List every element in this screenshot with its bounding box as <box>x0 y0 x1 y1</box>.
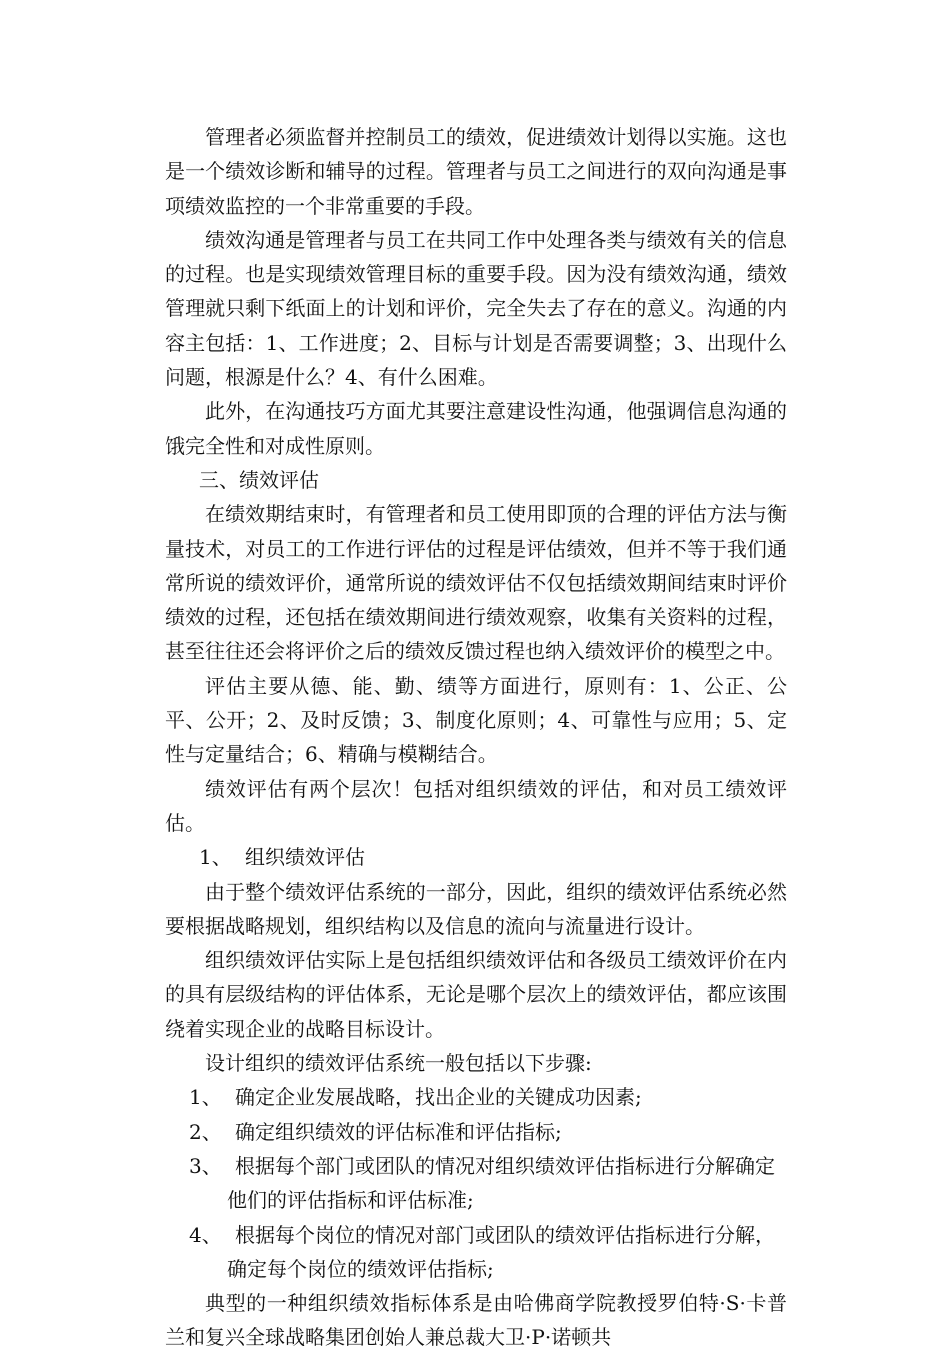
section-heading-performance-evaluation: 三、绩效评估 <box>199 467 319 492</box>
list-item <box>165 1115 787 1149</box>
subheading-number: 1、 <box>199 845 232 870</box>
document-body <box>165 120 787 1355</box>
list-item-number: 3、 <box>189 1153 222 1178</box>
paragraph-performance-monitoring: 管理者必须监督并控制员工的绩效，促进绩效计划得以实施。这也是一个绩效诊断和辅导的过程。管理者与员工之间进行的双向沟通是事项绩效监控的一个非常重要的手段。 <box>165 125 787 218</box>
list-item-number: 2、 <box>189 1119 222 1144</box>
subheading-text: 组织绩效评估 <box>245 845 365 870</box>
paragraph-indicator-system: 典型的一种组织绩效指标体系是由哈佛商学院教授罗伯特·S·卡普兰和复兴全球战略集团创始人兼总裁大卫·P·诺顿共 <box>165 1291 787 1350</box>
list-item-text: 确定企业发展战略，找出企业的关键成功因素; <box>235 1085 642 1110</box>
paragraph-evaluation-definition: 在绩效期结束时，有管理者和员工使用即顶的合理的评估方法与衡量技术，对员工的工作进行评估的过程是评估绩效，但并不等于我们通常所说的绩效评价，通常所说的绩效评估不仅包括绩效期间结束时评价绩效的过程，还包括在绩效期间进行绩效观察，收集有关资料的过程，甚至往往还会将评价之后的绩效反馈过程也纳入绩效评价的模型之中。 <box>165 502 787 664</box>
list-item-text: 确定组织绩效的评估标准和评估指标; <box>235 1119 562 1144</box>
list-item-text: 根据每个部门或团队的情况对组织绩效评估指标进行分解确定他们的评估指标和评估标准; <box>227 1153 775 1213</box>
list-item <box>165 1218 787 1287</box>
paragraph-performance-communication: 绩效沟通是管理者与员工在共同工作中处理各类与绩效有关的信息的过程。也是实现绩效管理目标的重要手段。因为没有绩效沟通，绩效管理就只剩下纸面上的计划和评价，完全失去了存在的意义。沟通的内容主包括：1、工作进度；2、目标与计划是否需要调整；3、出现什么问题，根源是什么？4、有什么困难。 <box>165 227 787 390</box>
design-steps-list <box>165 1080 787 1286</box>
subheading-organization-evaluation <box>165 840 787 874</box>
paragraph-evaluation-levels: 绩效评估有两个层次！包括对组织绩效的评估，和对员工绩效评估。 <box>165 776 787 835</box>
list-item-text: 根据每个岗位的情况对部门或团队的绩效评估指标进行分解，确定每个岗位的绩效评估指标; <box>227 1222 775 1281</box>
list-item-number: 1、 <box>189 1085 222 1110</box>
paragraph-evaluation-principles: 评估主要从德、能、勤、绩等方面进行，原则有：1、公正、公平、公开；2、及时反馈；3、制度化原则；4、可靠性与应用；5、定性与定量结合；6、精确与模糊结合。 <box>165 673 787 767</box>
paragraph-hierarchical-system: 组织绩效评估实际上是包括组织绩效评估和各级员工绩效评价在内的具有层级结构的评估体系，无论是哪个层次上的绩效评估，都应该围绕着实现企业的战略目标设计。 <box>165 948 787 1041</box>
paragraph-system-design-basis: 由于整个绩效评估系统的一部分，因此，组织的绩效评估系统必然要根据战略规划，组织结构以及信息的流向与流量进行设计。 <box>165 879 787 938</box>
paragraph-design-steps-intro: 设计组织的绩效评估系统一般包括以下步骤: <box>205 1051 592 1076</box>
paragraph-constructive-communication: 此外，在沟通技巧方面尤其要注意建设性沟通，他强调信息沟通的饿完全性和对成性原则。 <box>165 399 787 458</box>
list-item-number: 4、 <box>189 1222 222 1247</box>
list-item <box>165 1080 787 1114</box>
list-item <box>165 1149 787 1218</box>
